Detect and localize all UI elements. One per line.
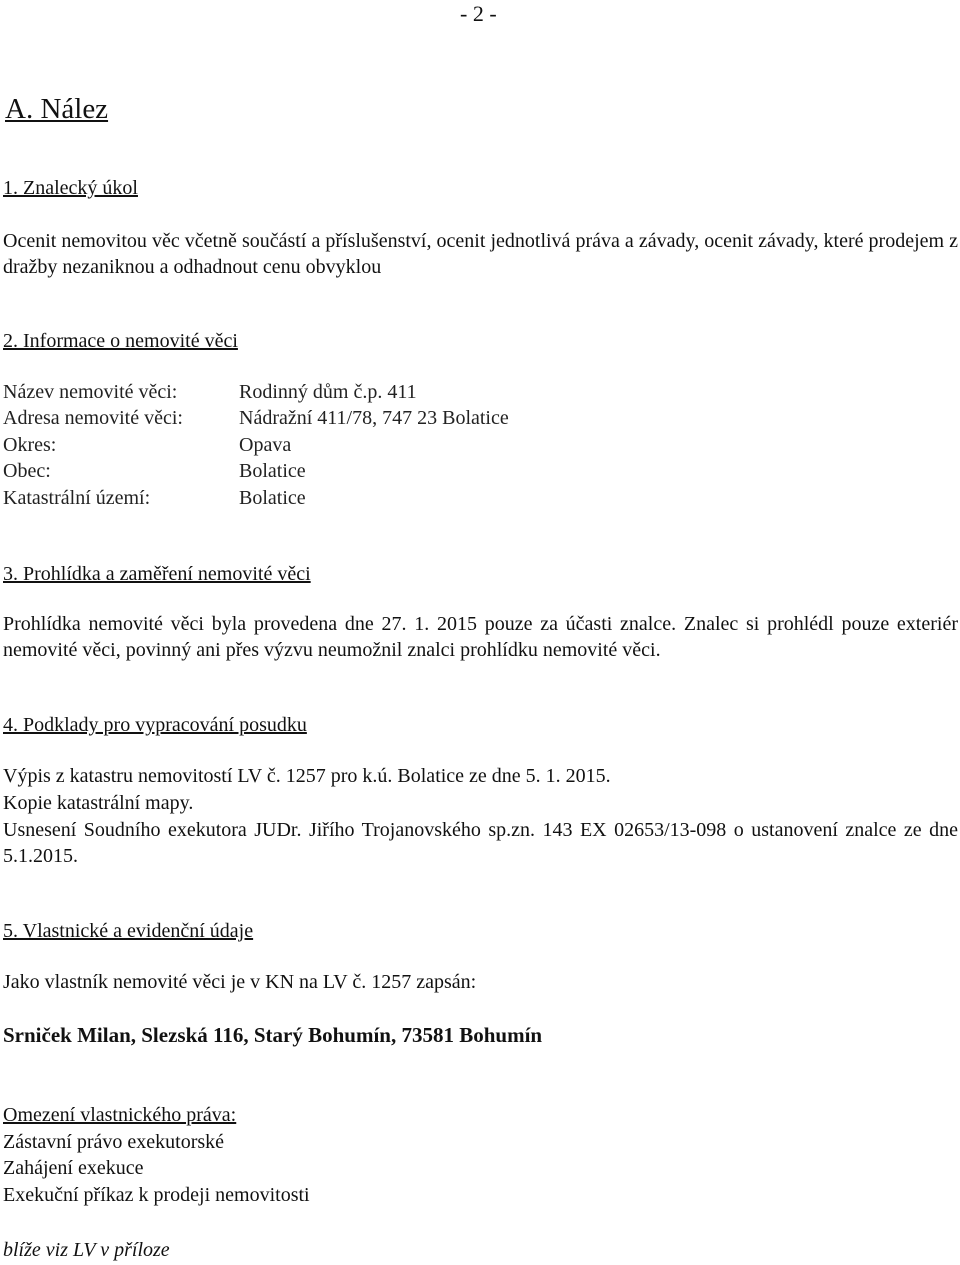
info-value-name: Rodinný dům č.p. 411 — [239, 381, 417, 403]
source-item: Kopie katastrální mapy. — [3, 792, 194, 814]
owner-name: Srniček Milan, Slezská 116, Starý Bohumín, 73581 Bohumín — [3, 1023, 543, 1047]
section-1-heading: 1. Znalecký úkol — [3, 177, 138, 199]
section-2-heading: 2. Informace o nemovité věci — [3, 330, 238, 352]
section-4-heading: 4. Podklady pro vypracování posudku — [3, 714, 307, 736]
section-5-heading: 5. Vlastnické a evidenční údaje — [3, 920, 254, 942]
info-label-cadastral-area: Katastrální území: — [3, 487, 151, 509]
info-value-municipality: Bolatice — [239, 460, 306, 482]
section-3-heading: 3. Prohlídka a zaměření nemovité věci — [3, 563, 311, 585]
info-label-district: Okres: — [3, 434, 57, 456]
restriction-item: Zástavní právo exekutorské — [3, 1131, 225, 1153]
source-item: Usnesení Soudního exekutora JUDr. Jiřího Trojanovského sp.zn. 143 EX 02653/13-098 o ustanovení znalce ze dne 5.1.2015. — [3, 819, 958, 867]
section-1-text: Ocenit nemovitou věc včetně součástí a příslušenství, ocenit jednotlivá práva a závady, ocenit závady, které prodejem z dražby nezaniknou a odhadnout cenu obvyklou — [3, 230, 958, 278]
restriction-item: Zahájení exekuce — [3, 1157, 144, 1179]
restriction-item: Exekuční příkaz k prodeji nemovitosti — [3, 1184, 310, 1206]
main-heading: A. Nález — [5, 93, 109, 125]
info-label-address: Adresa nemovité věci: — [3, 407, 183, 429]
info-label-name: Název nemovité věci: — [3, 381, 178, 403]
see-attachment-note: blíže viz LV v příloze — [3, 1239, 170, 1261]
info-value-district: Opava — [239, 434, 292, 456]
source-item: Výpis z katastru nemovitostí LV č. 1257 pro k.ú. Bolatice ze dne 5. 1. 2015. — [3, 765, 611, 787]
info-value-cadastral-area: Bolatice — [239, 487, 306, 509]
page-number: - 2 - — [460, 1, 497, 26]
section-3-text: Prohlídka nemovité věci byla provedena dne 27. 1. 2015 pouze za účasti znalce. Znalec si prohlédl pouze exteriér nemovité věci, povinný ani přes výzvu neumožnil znalci prohlídku nemovité věci. — [3, 613, 958, 661]
info-label-municipality: Obec: — [3, 460, 51, 482]
owner-intro: Jako vlastník nemovité věci je v KN na LV č. 1257 zapsán: — [3, 971, 477, 993]
restrictions-heading: Omezení vlastnického práva: — [3, 1104, 237, 1126]
info-value-address: Nádražní 411/78, 747 23 Bolatice — [239, 407, 509, 429]
